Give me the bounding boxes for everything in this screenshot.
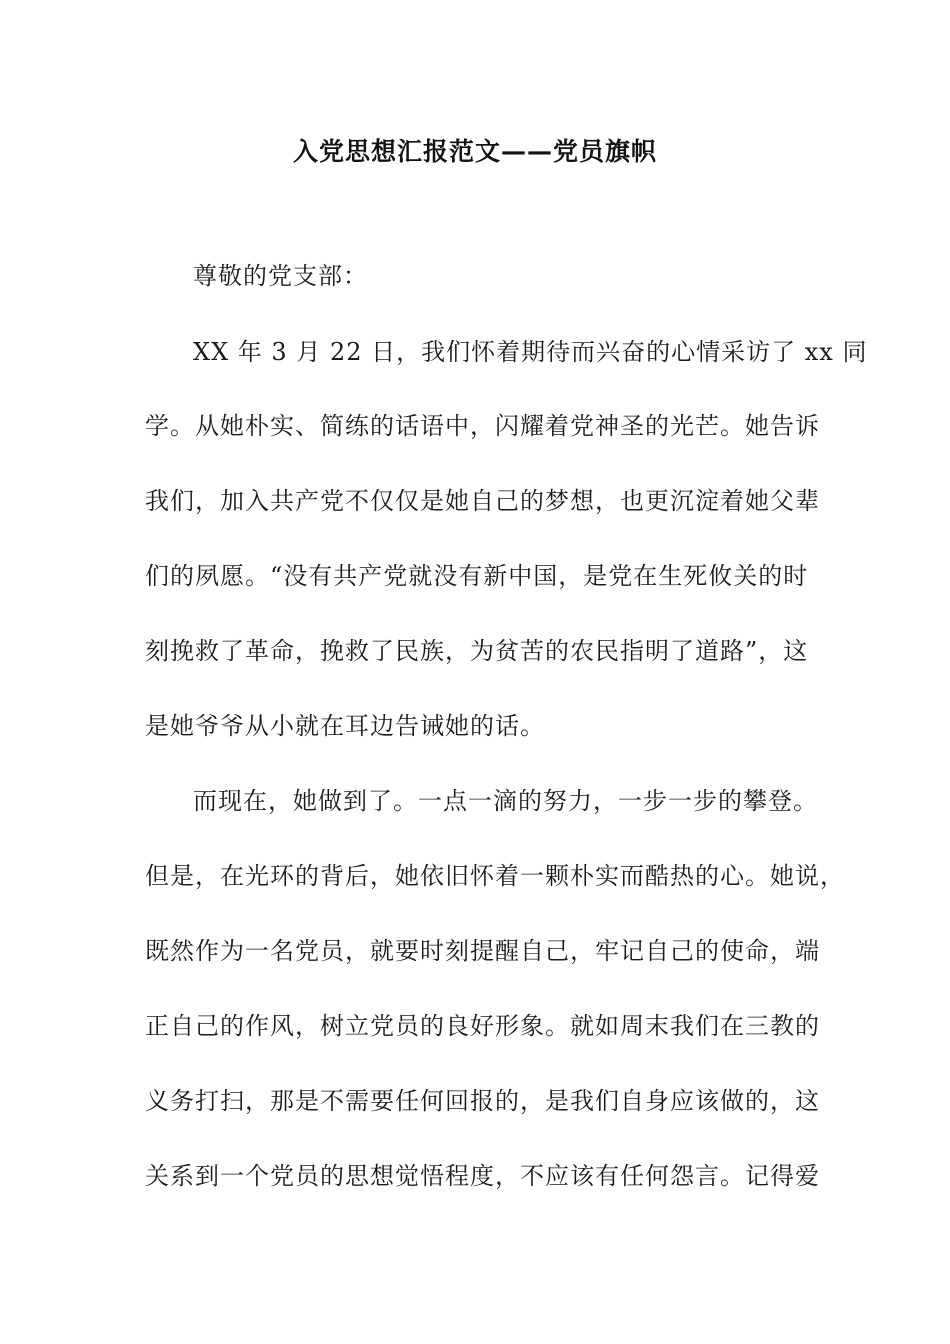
paragraph-line: 们的夙愿。“没有共产党就没有新中国，是党在生死攸关的时 bbox=[145, 562, 809, 590]
paragraph-line: 但是，在光环的背后，她依旧怀着一颗朴实而酷热的心。她说， bbox=[145, 862, 845, 890]
paragraph-line: 我们，加入共产党不仅仅是她自己的梦想，也更沉淀着她父辈 bbox=[145, 487, 820, 515]
paragraph-line: 既然作为一名党员，就要时刻提醒自己，牢记自己的使命，端 bbox=[145, 937, 820, 965]
paragraph-line: 义务打扫，那是不需要任何回报的，是我们自身应该做的，这 bbox=[145, 1087, 820, 1115]
paragraph-line: 关系到一个党员的思想觉悟程度，不应该有任何怨言。记得爱 bbox=[145, 1162, 820, 1190]
paragraph-line: 正自己的作风，树立党员的良好形象。就如周末我们在三教的 bbox=[145, 1012, 820, 1040]
salutation: 尊敬的党支部： bbox=[193, 262, 368, 290]
paragraph-line: 刻挽救了革命，挽救了民族，为贫苦的农民指明了道路”，这 bbox=[145, 637, 809, 665]
paragraph-line: 学。从她朴实、简练的话语中，闪耀着党神圣的光芒。她告诉 bbox=[145, 412, 820, 440]
paragraph-line: 而现在，她做到了。一点一滴的努力，一步一步的攀登。 bbox=[193, 787, 818, 815]
document-title: 入党思想汇报范文——党员旗帜 bbox=[292, 137, 657, 166]
paragraph-line: 是她爷爷从小就在耳边告诫她的话。 bbox=[145, 712, 545, 740]
paragraph-line: XX 年 3 月 22 日，我们怀着期待而兴奋的心情采访了 xx 同 bbox=[193, 338, 868, 366]
